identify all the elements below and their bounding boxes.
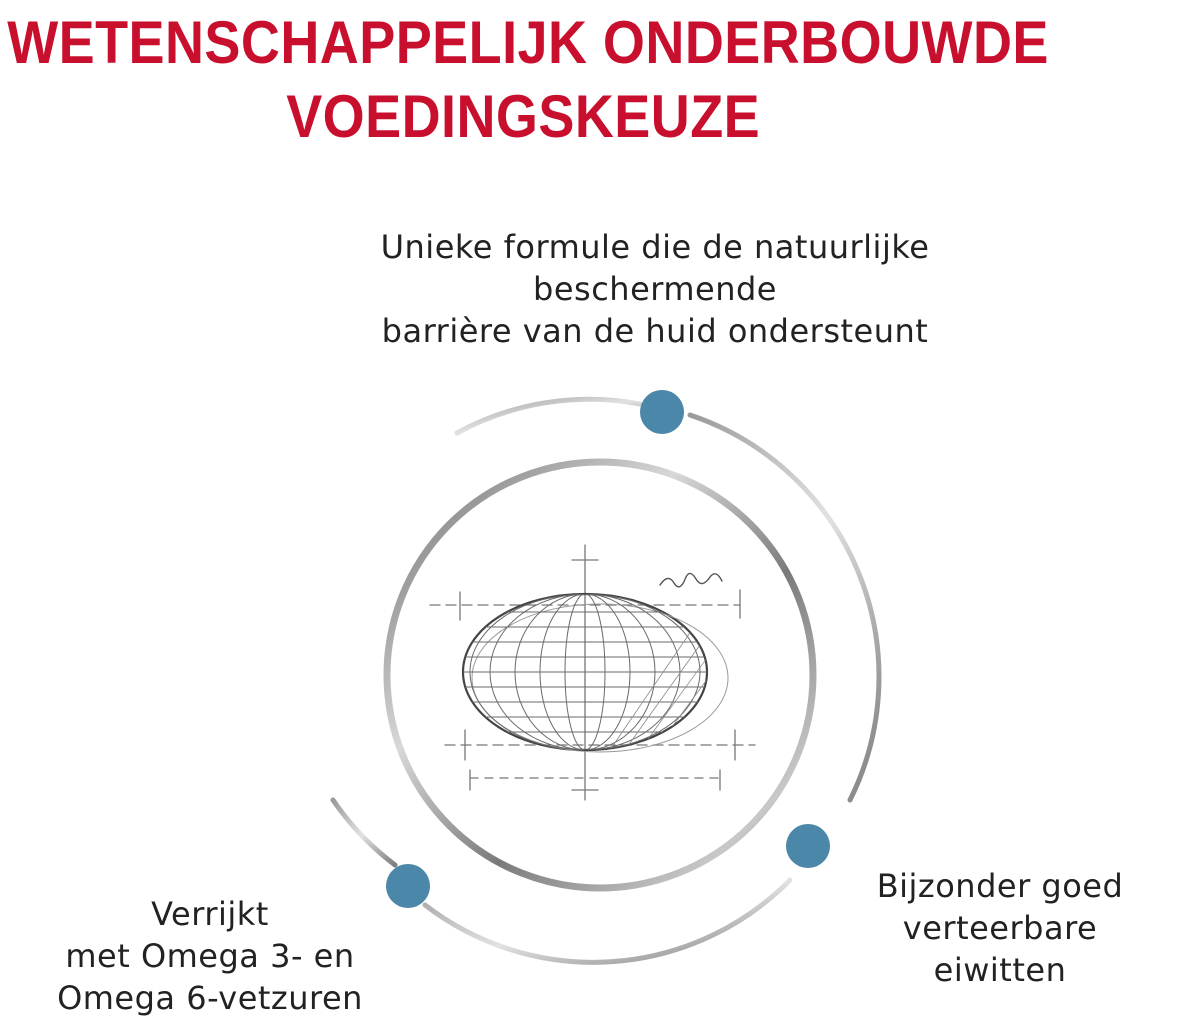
callout-line: eiwitten — [933, 951, 1067, 989]
headline-line-2: VOEDINGSKEUZE — [286, 83, 761, 150]
callout-line: beschermende — [533, 270, 777, 308]
callout-digestible-protein — [820, 865, 1180, 991]
callout-omega — [20, 893, 400, 1019]
blue-dot-icon — [786, 824, 830, 868]
callout-line: Unieke formule die de natuurlijke — [380, 228, 930, 266]
headline-line-1: WETENSCHAPPELIJK ONDERBOUWDE — [7, 9, 1049, 76]
inner-ring — [387, 462, 813, 888]
callout-line: Bijzonder goed — [876, 867, 1124, 905]
callout-line: verteerbare — [902, 909, 1098, 947]
kibble-sketch-icon — [430, 545, 755, 800]
callout-line: Verrijkt — [151, 895, 269, 933]
callout-line: Omega 6-vetzuren — [57, 979, 363, 1017]
callout-line: met Omega 3- en — [65, 937, 355, 975]
callout-line: barrière van de huid ondersteunt — [381, 312, 929, 350]
blue-dot-icon — [640, 390, 684, 434]
